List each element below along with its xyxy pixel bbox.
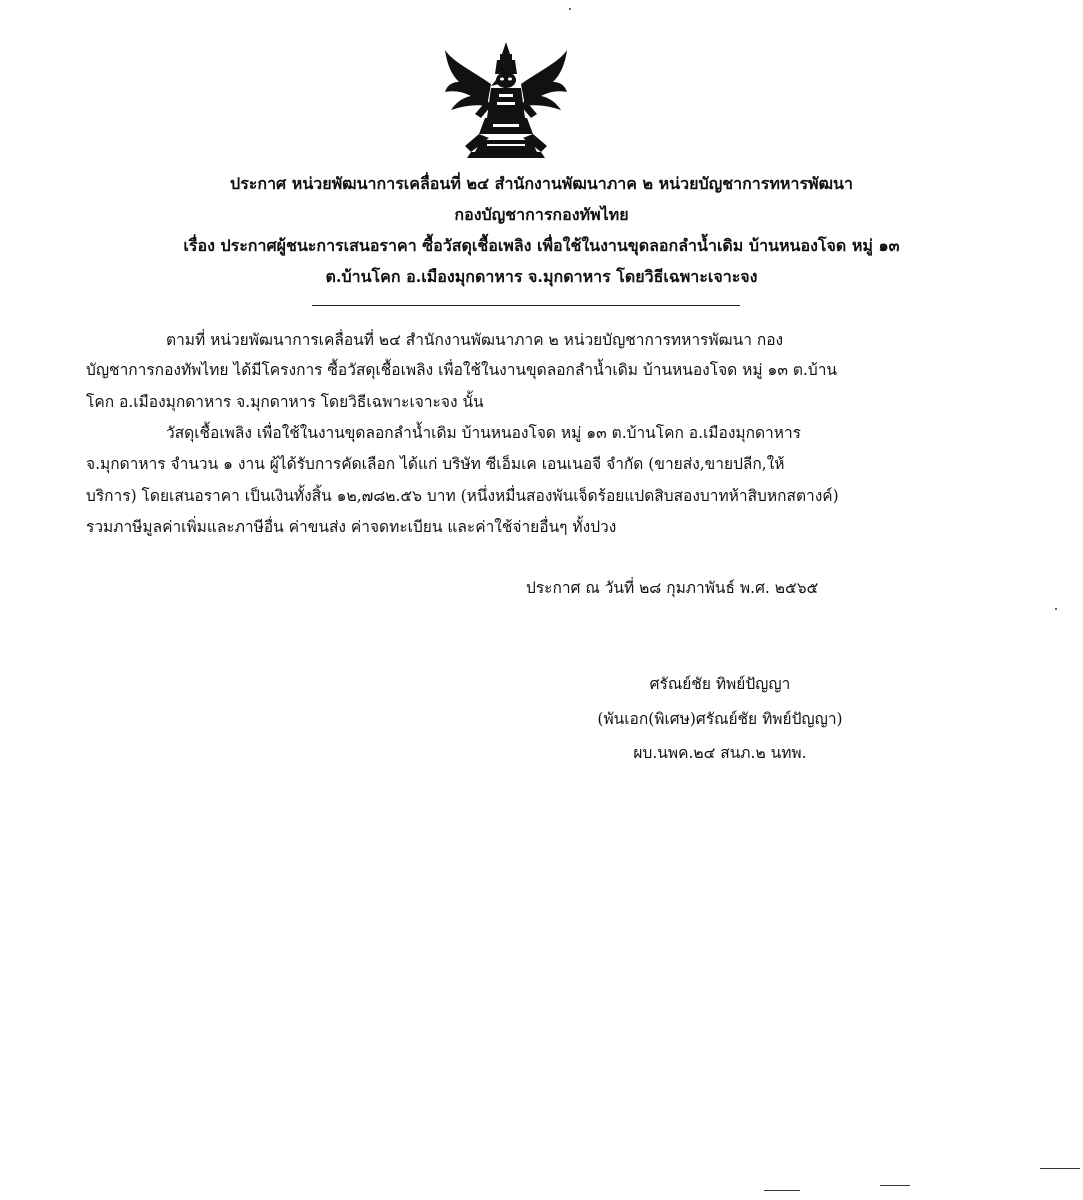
- paragraph-1-line-3: โคก อ.เมืองมุกดาหาร จ.มุกดาหาร โดยวิธีเฉพาะเจาะจง นั้น: [86, 393, 484, 411]
- paragraph-2-line-2: จ.มุกดาหาร จำนวน ๑ งาน ผู้ได้รับการคัดเลือก ได้แก่ บริษัท ซีเอ็มเค เอนเนอจี จำกัด (ขายส่ง,ขายปลีก,ให้: [86, 455, 785, 473]
- scan-mark: [880, 1185, 910, 1186]
- announcement-subject-line-2: ต.บ้านโคก อ.เมืองมุกดาหาร จ.มุกดาหาร โดยวิธีเฉพาะเจาะจง: [325, 267, 758, 286]
- paragraph-2-line-4: รวมภาษีมูลค่าเพิ่มและภาษีอื่น ค่าขนส่ง ค่าจดทะเบียน และค่าใช้จ่ายอื่นๆ ทั้งปวง: [86, 518, 617, 536]
- paragraph-2-line-1: วัสดุเชื้อเพลิง เพื่อใช้ในงานขุดลอกลำน้ำเดิม บ้านหนองโจด หมู่ ๑๓ ต.บ้านโคก อ.เมืองมุกดาหาร: [166, 424, 802, 442]
- garuda-emblem-icon: [441, 40, 571, 160]
- header-divider: [312, 305, 740, 306]
- signature-name: ศรัณย์ชัย ทิพย์ปัญญา: [649, 675, 791, 693]
- scan-speck: [1055, 608, 1057, 610]
- announcement-title-line-2: กองบัญชาการกองทัพไทย: [454, 205, 629, 224]
- announcement-date: ประกาศ ณ วันที่ ๒๘ กุมภาพันธ์ พ.ศ. ๒๕๖๕: [526, 579, 819, 597]
- scan-mark: [1040, 1168, 1080, 1169]
- announcement-subject-line-1: เรื่อง ประกาศผู้ชนะการเสนอราคา ซื้อวัสดุเชื้อเพลิง เพื่อใช้ในงานขุดลอกลำน้ำเดิม บ้านหนองโจด หมู่ ๑๓: [183, 236, 900, 255]
- paragraph-1-line-1: ตามที่ หน่วยพัฒนาการเคลื่อนที่ ๒๔ สำนักงานพัฒนาภาค ๒ หน่วยบัญชาการทหารพัฒนา กอง: [166, 331, 784, 349]
- scan-speck: [569, 8, 571, 10]
- signatory-position: ผบ.นพค.๒๔ สนภ.๒ นทพ.: [633, 744, 807, 762]
- paragraph-1-line-2: บัญชาการกองทัพไทย ได้มีโครงการ ซื้อวัสดุเชื้อเพลิง เพื่อใช้ในงานขุดลอกลำน้ำเดิม บ้านหนองโจด หมู่ ๑๓ ต.บ้าน: [86, 361, 837, 379]
- scan-mark: [764, 1190, 800, 1191]
- announcement-title-line-1: ประกาศ หน่วยพัฒนาการเคลื่อนที่ ๒๔ สำนักงานพัฒนาภาค ๒ หน่วยบัญชาการทหารพัฒนา: [230, 174, 853, 193]
- paragraph-2-line-3: บริการ) โดยเสนอราคา เป็นเงินทั้งสิ้น ๑๒,๗๘๒.๕๖ บาท (หนึ่งหมื่นสองพันเจ็ดร้อยแปดสิบสองบาทห้าสิบหกสตางค์): [86, 487, 839, 505]
- signatory-full-name: (พันเอก(พิเศษ)ศรัณย์ชัย ทิพย์ปัญญา): [597, 710, 843, 728]
